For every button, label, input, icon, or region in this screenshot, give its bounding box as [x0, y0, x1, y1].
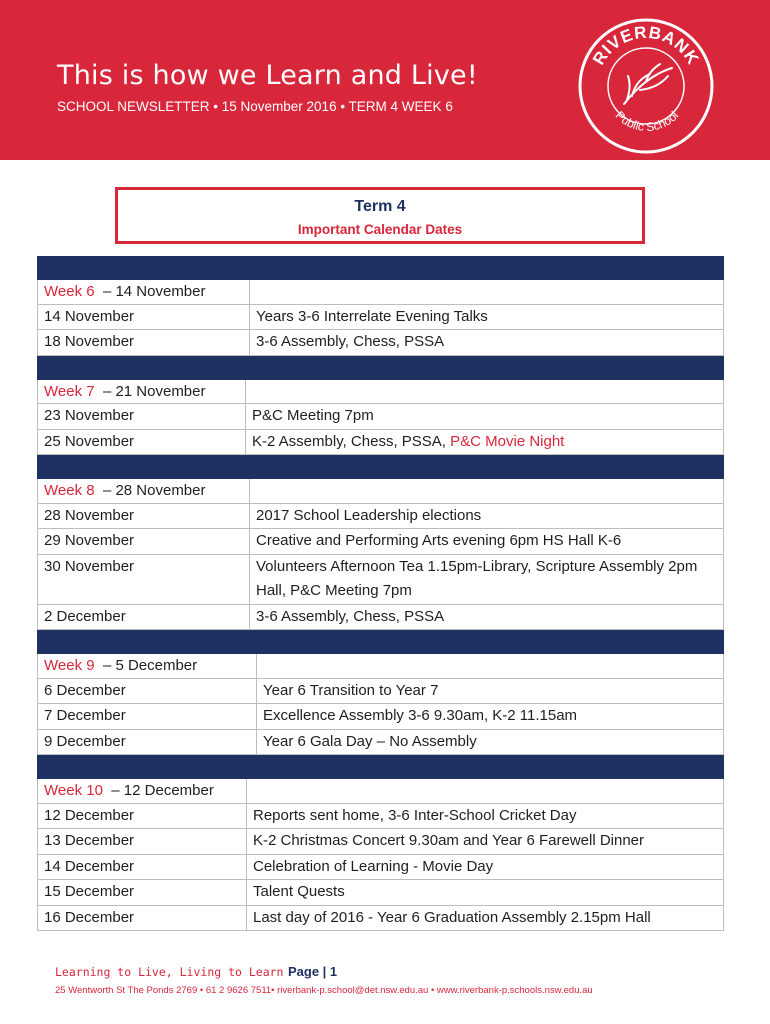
event-date: 15 December	[37, 880, 247, 905]
table-row	[37, 504, 724, 530]
week-header-row	[37, 280, 724, 305]
week-band	[37, 455, 724, 479]
table-row	[37, 855, 724, 881]
event-description: Talent Quests	[247, 880, 724, 905]
term-dates-box	[115, 187, 645, 244]
table-row	[37, 730, 724, 756]
footer-tagline: Learning to Live, Living to Learn	[55, 965, 284, 979]
newsletter-subtitle: SCHOOL NEWSLETTER • 15 November 2016 • TERM 4 WEEK 6	[57, 99, 453, 114]
week-label: Week 6	[44, 283, 95, 300]
event-date: 14 November	[37, 305, 250, 330]
svg-text:Public School	[613, 108, 682, 134]
event-date: 25 November	[37, 430, 246, 455]
event-date: 7 December	[37, 704, 257, 729]
week-label: Week 10	[44, 782, 103, 800]
table-row	[37, 555, 724, 605]
event-date: 12 December	[37, 804, 247, 829]
event-description: Reports sent home, 3-6 Inter-School Cricket Day	[247, 804, 724, 829]
page-number: Page | 1	[288, 964, 338, 979]
newsletter-header	[0, 0, 770, 160]
footer-address: 25 Wentworth St The Ponds 2769 • 61 2 9626 7511• riverbank-p.school@det.nsw.edu.au • www.riverbank-p.schools.nsw.edu.au	[55, 985, 593, 996]
table-row	[37, 704, 724, 730]
table-row	[37, 330, 724, 356]
event-date: 13 December	[37, 829, 247, 854]
svg-text:RIVERBANK	[589, 23, 703, 69]
event-description: K-2 Christmas Concert 9.30am and Year 6 Farewell Dinner	[247, 829, 724, 854]
event-description: Volunteers Afternoon Tea 1.15pm-Library, Scripture Assembly 2pm Hall, P&C Meeting 7pm	[250, 555, 724, 604]
event-description: Years 3-6 Interrelate Evening Talks	[250, 305, 724, 330]
week-header-row	[37, 654, 724, 679]
term-title: Term 4	[354, 198, 406, 215]
week-header-row	[37, 479, 724, 504]
event-date: 6 December	[37, 679, 257, 704]
table-row	[37, 829, 724, 855]
week-dates: – 28 November	[102, 482, 206, 500]
event-date: 9 December	[37, 730, 257, 755]
event-date: 28 November	[37, 504, 250, 529]
event-description: P&C Meeting 7pm	[246, 404, 724, 429]
event-date: 29 November	[37, 529, 250, 554]
week-band	[37, 356, 724, 380]
week-label: Week 9	[44, 657, 95, 675]
event-description: Year 6 Transition to Year 7	[257, 679, 724, 704]
week-label: Week 7	[44, 382, 95, 400]
event-date: 23 November	[37, 404, 246, 429]
table-row	[37, 529, 724, 555]
event-date: 16 December	[37, 906, 247, 931]
event-date: 2 December	[37, 605, 250, 630]
event-highlight: P&C Movie Night	[450, 432, 565, 450]
week-band	[37, 630, 724, 654]
calendar-table	[37, 256, 724, 931]
event-description: 2017 School Leadership elections	[250, 504, 724, 529]
school-logo	[576, 16, 716, 156]
table-row	[37, 305, 724, 331]
event-date: 18 November	[37, 330, 250, 355]
newsletter-title: This is how we Learn and Live!	[57, 60, 478, 91]
event-description: Last day of 2016 - Year 6 Graduation Assembly 2.15pm Hall	[247, 906, 724, 931]
event-date: 30 November	[37, 555, 250, 604]
logo-name-text: RIVERBANK	[589, 22, 703, 69]
table-row	[37, 605, 724, 631]
table-row	[37, 804, 724, 830]
week-dates: – 5 December	[102, 657, 198, 675]
table-row	[37, 404, 724, 430]
event-description: Year 6 Gala Day – No Assembly	[257, 730, 724, 755]
event-description: 3-6 Assembly, Chess, PSSA	[250, 330, 724, 355]
week-dates: – 12 December	[111, 782, 214, 800]
table-row	[37, 880, 724, 906]
week-dates: – 21 November	[102, 382, 206, 400]
term-subtitle: Important Calendar Dates	[297, 222, 463, 237]
event-description: Celebration of Learning - Movie Day	[247, 855, 724, 880]
table-row	[37, 906, 724, 932]
week-band	[37, 256, 724, 280]
event-description: Creative and Performing Arts evening 6pm HS Hall K-6	[250, 529, 724, 554]
week-dates: – 14 November	[102, 283, 206, 300]
table-row	[37, 430, 724, 456]
event-date: 14 December	[37, 855, 247, 880]
event-description: Excellence Assembly 3-6 9.30am, K-2 11.15am	[257, 704, 724, 729]
leaf-icon	[624, 64, 672, 104]
event-description: K-2 Assembly, Chess, PSSA,	[252, 432, 446, 450]
week-header-row	[37, 380, 724, 405]
week-header-row	[37, 779, 724, 804]
week-band	[37, 755, 724, 779]
week-label: Week 8	[44, 482, 95, 500]
logo-school-text: Public School	[612, 108, 682, 135]
event-description: 3-6 Assembly, Chess, PSSA	[250, 605, 724, 630]
table-row	[37, 679, 724, 705]
